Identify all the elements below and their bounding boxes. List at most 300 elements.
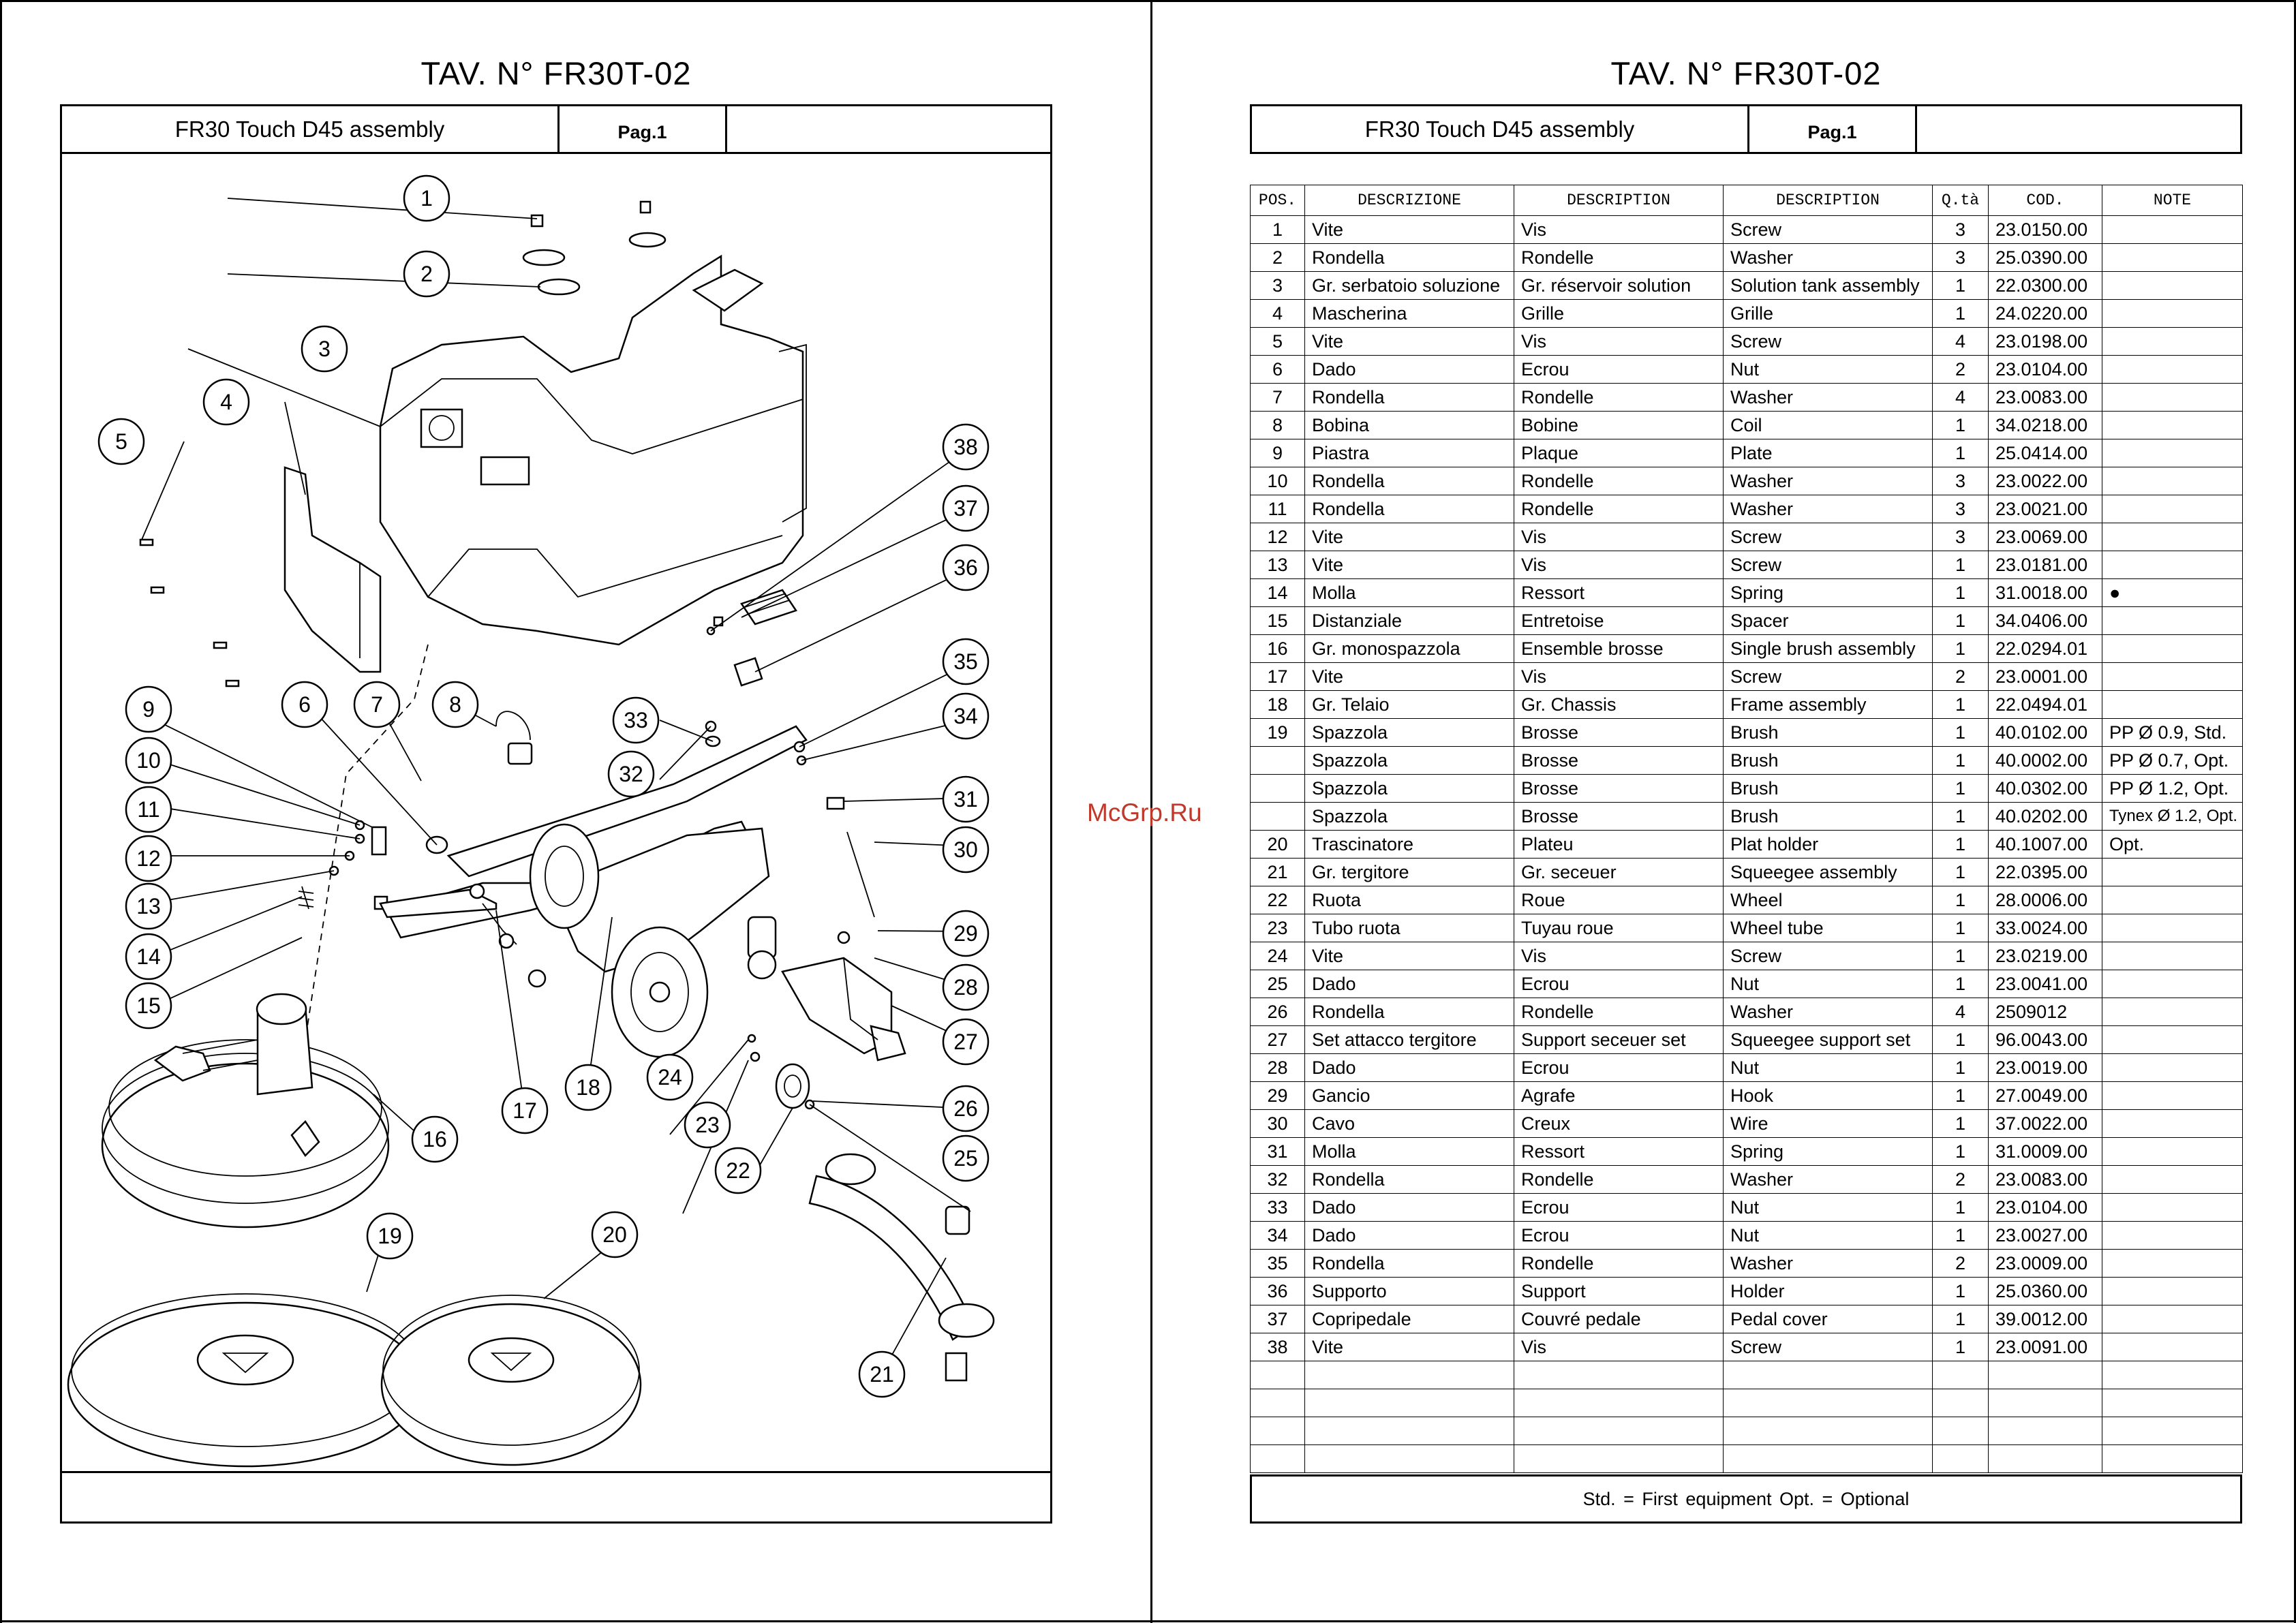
row-description-en: Coil [1724,412,1933,439]
row-descrizione: Rondella [1305,244,1514,272]
svg-text:29: 29 [953,921,978,946]
callout-38 [943,424,988,469]
row-note: Opt. [2102,831,2243,859]
table-row [1251,1110,2243,1138]
row-descrizione: Dado [1305,1054,1514,1082]
row-description-fr: Ensemble brosse [1514,635,1724,663]
row-description-fr: Brosse [1514,719,1724,747]
row-pos: 29 [1251,1082,1305,1110]
row-pos: 19 [1251,719,1305,747]
table-row [1251,831,2243,859]
empty-cell [1933,1389,1989,1417]
callout-18 [566,1065,611,1110]
row-cod: 22.0294.01 [1989,635,2102,663]
row-cod: 23.0091.00 [1989,1333,2102,1361]
svg-text:18: 18 [576,1075,600,1100]
empty-cell [1305,1417,1514,1445]
row-qty: 1 [1933,607,1989,635]
empty-cell [1305,1389,1514,1417]
row-cod: 28.0006.00 [1989,886,2102,914]
pedal-parts [707,590,796,685]
row-cod: 40.0002.00 [1989,747,2102,775]
row-descrizione: Distanziale [1305,607,1514,635]
row-descrizione: Gr. tergitore [1305,859,1514,886]
callout-19 [367,1214,412,1258]
row-descrizione: Rondella [1305,1166,1514,1194]
row-note [2102,1166,2243,1194]
row-description-fr: Rondelle [1514,1166,1724,1194]
empty-cell [1989,1389,2102,1417]
left-header-name: FR30 Touch D45 assembly [62,106,560,152]
callout-27 [943,1019,988,1064]
row-description-en: Screw [1724,551,1933,579]
svg-text:31: 31 [953,787,978,812]
row-description-fr: Creux [1514,1110,1724,1138]
empty-cell [1989,1361,2102,1389]
table-row [1251,998,2243,1026]
row-descrizione: Vite [1305,328,1514,356]
callout-10 [126,738,171,783]
callout-6 [282,682,327,727]
svg-text:8: 8 [449,692,461,717]
row-description-en: Washer [1724,495,1933,523]
row-note [2102,1305,2243,1333]
row-description-fr: Plateu [1514,831,1724,859]
row-description-en: Brush [1724,747,1933,775]
row-note [2102,1026,2243,1054]
row-cod: 23.0083.00 [1989,384,2102,412]
table-row [1251,747,2243,775]
top-border [0,0,2296,2]
callout-31 [943,777,988,822]
table-row [1251,551,2243,579]
empty-cell [1251,1417,1305,1445]
row-description-en: Nut [1724,1222,1933,1250]
row-description-fr: Gr. Chassis [1514,691,1724,719]
row-description-fr: Rondelle [1514,244,1724,272]
table-row [1251,719,2243,747]
right-header-blank [1917,106,2240,152]
row-description-en: Squeegee support set [1724,1026,1933,1054]
table-row [1251,244,2243,272]
row-note [2102,216,2243,244]
brush-19-part [68,1294,423,1466]
row-descrizione: Piastra [1305,439,1514,467]
row-qty: 1 [1933,942,1989,970]
callout-37 [943,486,988,531]
callout-35 [943,639,988,684]
row-description-en: Screw [1724,663,1933,691]
row-descrizione: Dado [1305,970,1514,998]
row-description-en: Screw [1724,216,1933,244]
table-row [1251,1278,2243,1305]
row-note [2102,1194,2243,1222]
svg-text:9: 9 [142,697,155,722]
row-cod: 22.0395.00 [1989,859,2102,886]
callout-23 [685,1102,730,1147]
row-note [2102,607,2243,635]
empty-cell [1251,1389,1305,1417]
row-descrizione: Mascherina [1305,300,1514,328]
callout-22 [716,1148,761,1193]
callout-20 [592,1212,637,1257]
empty-cell [2102,1417,2243,1445]
row-note [2102,1222,2243,1250]
row-cod: 23.0219.00 [1989,942,2102,970]
callout-29 [943,911,988,956]
row-pos: 9 [1251,439,1305,467]
svg-text:26: 26 [953,1096,978,1121]
svg-text:37: 37 [953,496,978,521]
left-header-page: Pag.1 [560,106,727,152]
row-note [2102,1110,2243,1138]
svg-text:10: 10 [136,748,161,773]
row-note: ● [2102,579,2243,607]
row-descrizione: Vite [1305,942,1514,970]
row-description-en: Hook [1724,1082,1933,1110]
svg-text:14: 14 [136,944,161,969]
row-note [2102,914,2243,942]
row-description-en: Nut [1724,1054,1933,1082]
row-qty: 4 [1933,328,1989,356]
callout-24 [647,1055,692,1100]
row-pos: 12 [1251,523,1305,551]
row-description-fr: Vis [1514,328,1724,356]
row-note [2102,663,2243,691]
row-description-en: Nut [1724,356,1933,384]
row-note [2102,467,2243,495]
row-pos: 14 [1251,579,1305,607]
row-description-fr: Entretoise [1514,607,1724,635]
row-description-en: Washer [1724,998,1933,1026]
row-cod: 22.0494.01 [1989,691,2102,719]
row-cod: 23.0021.00 [1989,495,2102,523]
callout-11 [126,787,171,832]
row-note [2102,412,2243,439]
callout-32 [609,752,654,797]
row-note: PP Ø 0.9, Std. [2102,719,2243,747]
row-descrizione: Molla [1305,579,1514,607]
plate-washer-parts [299,821,447,909]
row-cod: 37.0022.00 [1989,1110,2102,1138]
table-row-empty [1251,1445,2243,1473]
row-descrizione: Vite [1305,523,1514,551]
table-row [1251,607,2243,635]
svg-text:32: 32 [619,762,643,786]
row-pos: 32 [1251,1166,1305,1194]
screw-washer-parts [523,202,665,294]
brush-assembly-part [102,994,388,1227]
watermark: McGrp.Ru [1087,799,1202,826]
row-qty: 1 [1933,1082,1989,1110]
row-description-en: Plat holder [1724,831,1933,859]
small-screws-part [140,540,239,686]
svg-text:3: 3 [318,337,331,361]
row-description-en: Squeegee assembly [1724,859,1933,886]
row-description-en: Wire [1724,1110,1933,1138]
row-description-en: Brush [1724,803,1933,831]
row-description-fr: Ressort [1514,1138,1724,1166]
row-note [2102,439,2243,467]
table-row [1251,495,2243,523]
svg-text:1: 1 [420,186,433,211]
row-descrizione: Rondella [1305,495,1514,523]
right-header-name: FR30 Touch D45 assembly [1252,106,1749,152]
row-cod: 23.0022.00 [1989,467,2102,495]
empty-cell [2102,1361,2243,1389]
row-description-fr: Support seceuer set [1514,1026,1724,1054]
svg-text:7: 7 [371,692,383,717]
row-descrizione: Copripedale [1305,1305,1514,1333]
table-row [1251,356,2243,384]
row-note [2102,300,2243,328]
row-note [2102,1138,2243,1166]
row-qty: 1 [1933,272,1989,300]
table-row-empty [1251,1389,2243,1417]
row-cod: 24.0220.00 [1989,300,2102,328]
callout-3 [302,326,347,371]
row-note [2102,942,2243,970]
row-description-fr: Rondelle [1514,495,1724,523]
row-cod: 23.0083.00 [1989,1166,2102,1194]
row-qty: 1 [1933,859,1989,886]
row-pos: 5 [1251,328,1305,356]
row-descrizione: Ruota [1305,886,1514,914]
svg-text:20: 20 [602,1222,627,1247]
table-row [1251,1166,2243,1194]
row-descrizione: Spazzola [1305,803,1514,831]
coil-part [496,711,532,764]
row-description-fr: Vis [1514,942,1724,970]
empty-cell [1514,1361,1724,1389]
row-pos [1251,803,1305,831]
row-note [2102,859,2243,886]
row-note: Tynex Ø 1.2, Opt. [2102,803,2243,831]
row-qty: 1 [1933,747,1989,775]
left-footer-line [60,1471,1052,1473]
row-descrizione: Gancio [1305,1082,1514,1110]
table-row [1251,328,2243,356]
row-pos: 1 [1251,216,1305,244]
row-pos [1251,775,1305,803]
table-row [1251,803,2243,831]
row-pos: 25 [1251,970,1305,998]
row-description-fr: Gr. réservoir solution [1514,272,1724,300]
row-qty: 3 [1933,495,1989,523]
row-pos: 10 [1251,467,1305,495]
row-pos: 35 [1251,1250,1305,1278]
callout-8 [433,682,478,727]
callout-9 [126,687,171,732]
row-descrizione: Gr. Telaio [1305,691,1514,719]
row-descrizione: Rondella [1305,1250,1514,1278]
svg-text:30: 30 [953,837,978,862]
empty-cell [1251,1445,1305,1473]
row-qty: 1 [1933,803,1989,831]
row-description-fr: Rondelle [1514,998,1724,1026]
empty-cell [1251,1361,1305,1389]
row-note [2102,328,2243,356]
row-qty: 4 [1933,998,1989,1026]
row-description-en: Screw [1724,523,1933,551]
row-qty: 1 [1933,1222,1989,1250]
callout-4 [204,380,249,424]
row-description-en: Brush [1724,775,1933,803]
svg-text:25: 25 [953,1146,978,1171]
callout-5 [99,419,144,464]
row-pos: 3 [1251,272,1305,300]
row-qty: 1 [1933,300,1989,328]
empty-cell [1933,1361,1989,1389]
row-description-fr: Vis [1514,523,1724,551]
empty-cell [1989,1417,2102,1445]
left-sheet-title: TAV. N° FR30T-02 [420,55,692,91]
row-note [2102,1278,2243,1305]
table-row [1251,1250,2243,1278]
row-pos: 20 [1251,831,1305,859]
svg-text:24: 24 [658,1065,682,1089]
row-qty: 1 [1933,1054,1989,1082]
col-description-fr: DESCRIPTION [1514,185,1724,216]
parts-table-header [1251,185,2243,216]
row-qty: 1 [1933,886,1989,914]
svg-text:23: 23 [695,1113,720,1137]
row-pos [1251,747,1305,775]
svg-text:2: 2 [420,262,433,286]
callout-17 [502,1088,547,1133]
col-note: NOTE [2102,185,2243,216]
row-qty: 1 [1933,412,1989,439]
row-pos: 17 [1251,663,1305,691]
row-description-fr: Roue [1514,886,1724,914]
callout-15 [126,983,171,1028]
row-cod: 40.0302.00 [1989,775,2102,803]
row-pos: 31 [1251,1138,1305,1166]
row-pos: 28 [1251,1054,1305,1082]
row-qty: 1 [1933,719,1989,747]
grille-part [285,467,380,672]
svg-text:4: 4 [220,390,232,414]
row-description-en: Plate [1724,439,1933,467]
right-header-row [1250,104,2242,154]
squeegee-support-part [782,932,905,1060]
svg-text:27: 27 [953,1030,978,1054]
row-note [2102,495,2243,523]
row-pos: 26 [1251,998,1305,1026]
col-qty: Q.tà [1933,185,1989,216]
row-note [2102,1250,2243,1278]
row-qty: 1 [1933,439,1989,467]
row-cod: 23.0027.00 [1989,1222,2102,1250]
row-qty: 1 [1933,1194,1989,1222]
row-cod: 33.0024.00 [1989,914,2102,942]
row-pos: 8 [1251,412,1305,439]
row-descrizione: Rondella [1305,467,1514,495]
svg-text:22: 22 [726,1158,750,1183]
row-pos: 4 [1251,300,1305,328]
row-cod: 23.0001.00 [1989,663,2102,691]
row-cod: 25.0390.00 [1989,244,2102,272]
row-descrizione: Vite [1305,551,1514,579]
svg-text:19: 19 [378,1224,402,1248]
row-cod: 40.1007.00 [1989,831,2102,859]
squeegee-part [810,1154,994,1380]
callout-16 [412,1117,457,1162]
row-description-fr: Ecrou [1514,1222,1724,1250]
row-descrizione: Set attacco tergitore [1305,1026,1514,1054]
empty-cell [1724,1389,1933,1417]
svg-text:36: 36 [953,555,978,580]
row-description-en: Washer [1724,467,1933,495]
svg-text:15: 15 [136,993,161,1018]
row-description-fr: Rondelle [1514,467,1724,495]
svg-text:21: 21 [870,1362,894,1387]
row-cod: 2509012 [1989,998,2102,1026]
empty-cell [1514,1389,1724,1417]
col-pos: POS. [1251,185,1305,216]
col-description-en: DESCRIPTION [1724,185,1933,216]
row-cod: 23.0104.00 [1989,1194,2102,1222]
empty-cell [2102,1445,2243,1473]
row-cod: 25.0414.00 [1989,439,2102,467]
row-qty: 1 [1933,1138,1989,1166]
row-descrizione: Bobina [1305,412,1514,439]
svg-text:38: 38 [953,435,978,459]
row-pos: 15 [1251,607,1305,635]
row-description-en: Holder [1724,1278,1933,1305]
row-cod: 23.0181.00 [1989,551,2102,579]
table-row [1251,523,2243,551]
row-pos: 21 [1251,859,1305,886]
row-descrizione: Spazzola [1305,747,1514,775]
row-description-fr: Ecrou [1514,1194,1724,1222]
callout-2 [404,251,449,296]
table-row [1251,691,2243,719]
svg-text:12: 12 [136,846,161,871]
row-qty: 2 [1933,356,1989,384]
row-qty: 3 [1933,467,1989,495]
row-cod: 31.0009.00 [1989,1138,2102,1166]
row-qty: 1 [1933,579,1989,607]
row-note [2102,998,2243,1026]
callout-13 [126,884,171,929]
callout-30 [943,827,988,872]
row-description-en: Brush [1724,719,1933,747]
row-description-fr: Brosse [1514,775,1724,803]
row-cod: 34.0406.00 [1989,607,2102,635]
empty-cell [1989,1445,2102,1473]
row-descrizione: Vite [1305,663,1514,691]
left-border [0,0,2,1623]
row-description-en: Pedal cover [1724,1305,1933,1333]
row-description-en: Screw [1724,328,1933,356]
row-description-fr: Vis [1514,663,1724,691]
row-qty: 1 [1933,970,1989,998]
callout-36 [943,545,988,590]
row-pos: 7 [1251,384,1305,412]
row-qty: 4 [1933,384,1989,412]
row-cod: 23.0041.00 [1989,970,2102,998]
row-note [2102,551,2243,579]
table-row [1251,467,2243,495]
empty-cell [1724,1417,1933,1445]
callout-12 [126,836,171,881]
right-sheet-title: TAV. N° FR30T-02 [1610,55,1882,91]
row-description-fr: Agrafe [1514,1082,1724,1110]
row-descrizione: Molla [1305,1138,1514,1166]
col-descrizione: DESCRIZIONE [1305,185,1514,216]
row-description-en: Single brush assembly [1724,635,1933,663]
